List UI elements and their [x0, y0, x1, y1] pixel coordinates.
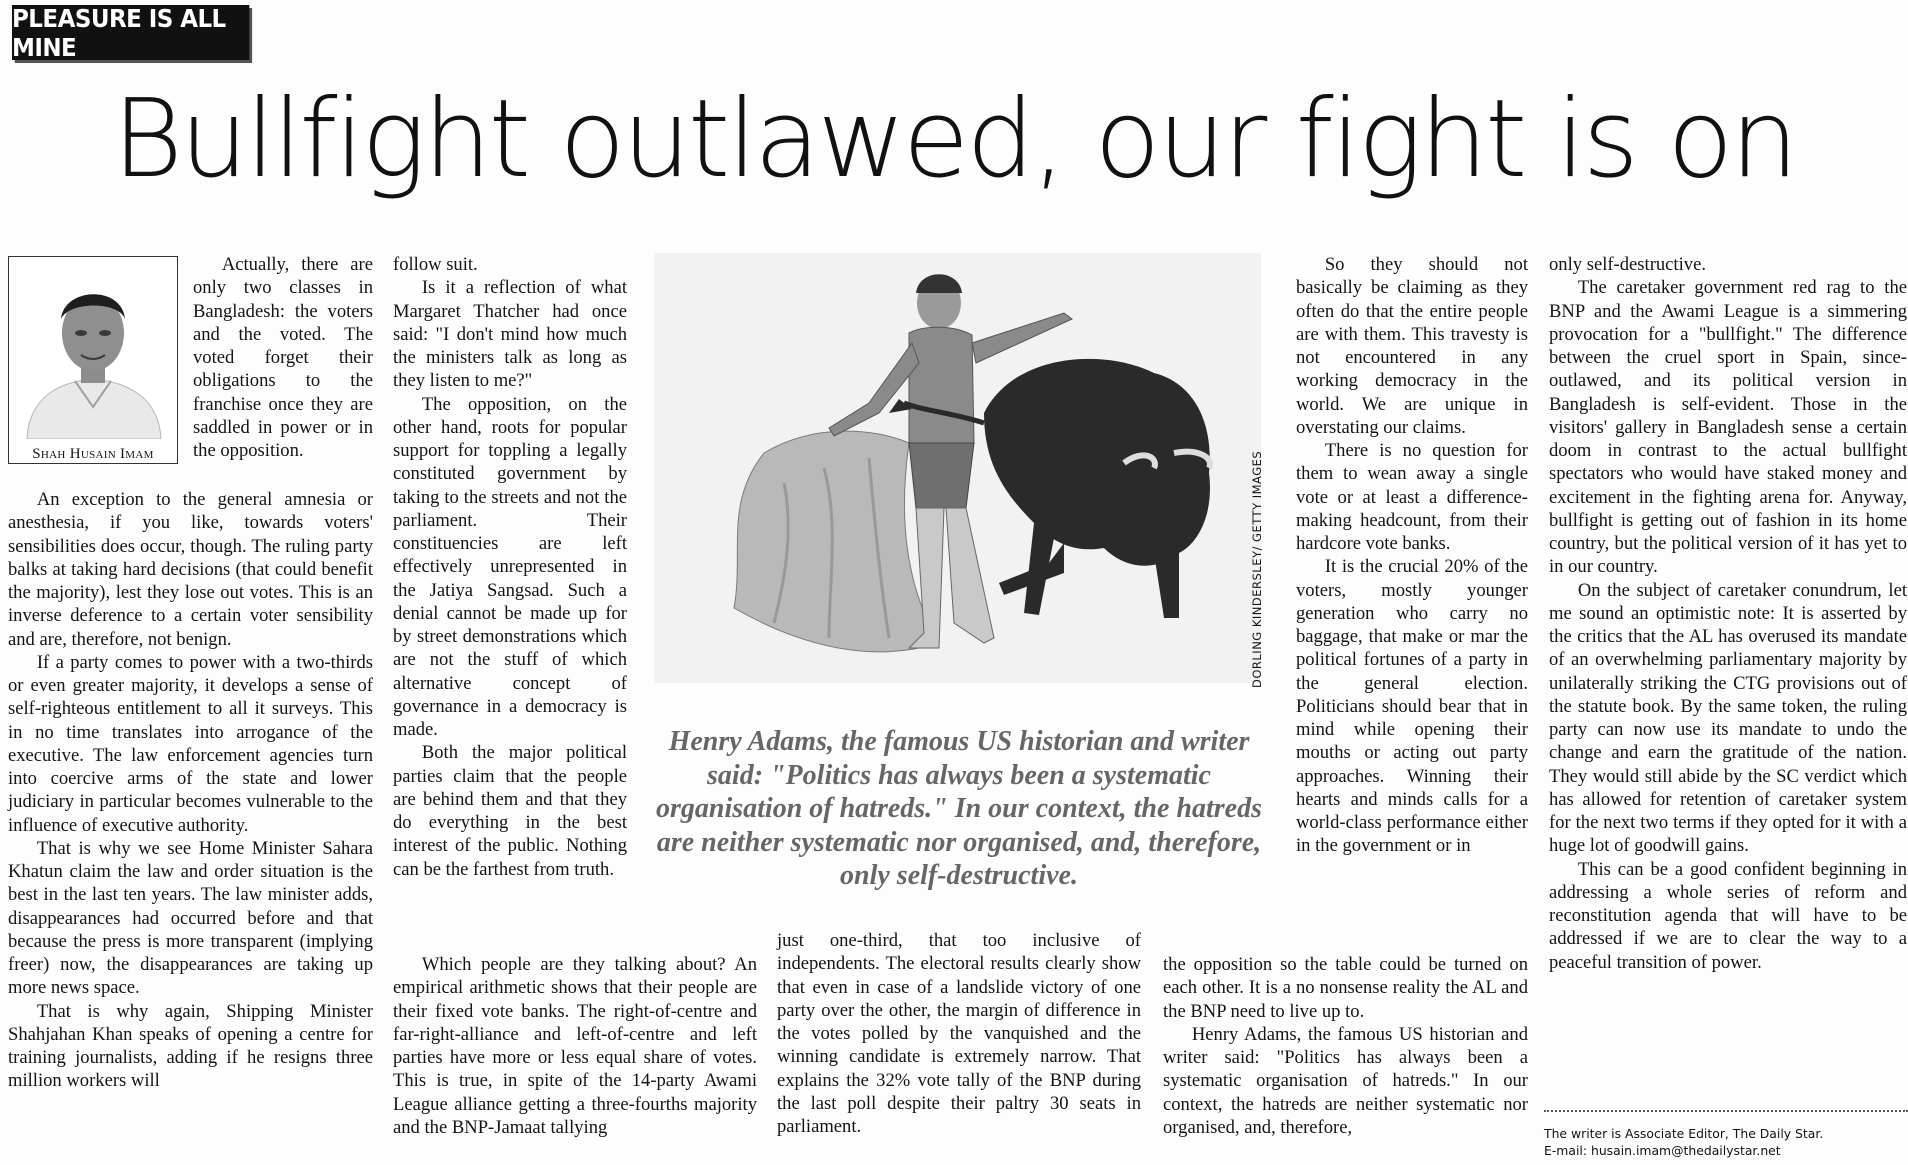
paragraph: On the subject of caretaker conundrum, let me sound an optimistic note: It is asserted by the critics that the AL has overused its mandate of an overwhelming parliamentary majority by unilaterally striking the CTG provisions out of the statute book. By the same token, the ruling party can now use its mandate to undo the change and earn the gratitude of the nation. They would still abide by the SC verdict which has allowed for retention of caretaker system for the next two terms if they opted for it with a huge lot of goodwill gains. — [1549, 579, 1907, 857]
author-byline: Shah Husain Imam — [32, 446, 154, 462]
column-4 — [1296, 253, 1528, 858]
bullfight-illustration — [654, 253, 1261, 683]
section-kicker: PLEASURE IS ALL MINE — [12, 5, 249, 60]
paragraph: It is the crucial 20% of the voters, mostly younger generation who carry no baggage, that make or mar the political fortunes of a party in the general election. Politicians should bear that in mind while opening their mouths or acting out party approaches. Winning their hearts and minds calls for a world-class performance either in the government or in — [1296, 556, 1528, 857]
article-headline: Bullfight outlawed, our fight is on — [112, 77, 1796, 202]
author-email: E-mail: husain.imam@thedailystar.net — [1544, 1143, 1781, 1158]
paragraph: The opposition, on the other hand, roots for popular support for toppling a legally constituted government by taking to the streets and not the parliament. Their constituencies are left effectively unrepresented in the Jatiya Sangsad. Such a denial cannot be made up for by street demonstrations which are not the stuff of which alternative concept of governance in a democracy is made. — [393, 393, 627, 740]
footer-divider — [1544, 1110, 1908, 1112]
paragraph: An exception to the general amnesia or anesthesia, if you like, towards voters' sensibilities does occur, though. The ruling party balks at taking hard decisions (that could benefit the majority), lest they lose out votes. This is an inverse deference to a certain voter sensibility and are, therefore, not benign. — [8, 489, 373, 650]
paragraph: This can be a good confident beginning in addressing a whole series of reform and reconstitution agenda that will have to be addressed if we are to clear the way to a peaceful transition of power. — [1549, 858, 1907, 973]
author-portrait-image — [9, 257, 177, 439]
column-1 — [8, 488, 373, 1093]
paragraph: That is why again, Shipping Minister Shahjahan Khan speaks of opening a centre for training journalists, adding if he resigns three million workers will — [8, 1000, 373, 1092]
paragraph: The caretaker government red rag to the BNP and the Awami League is a simmering provocation for a "bullfight." The difference between the cruel sport in Spain, since-outlawed, and its political version in Bangladesh is self-evident. Those in the visitors' gallery in Bangladesh sense a certain doom in contrast to the actual bullfight spectators who would have staked money and excitement in the fighting arena for. Anyway, bullfight is getting out of fashion in its home country, but the political version of it has yet to in our country. — [1549, 277, 1907, 578]
author-note — [1544, 1125, 1908, 1159]
author-photo — [8, 256, 178, 464]
paragraph: Both the major political parties claim that the people are behind them and that they do everything in the best interest of the public. Nothing can be the farthest from truth. — [393, 742, 627, 880]
paragraph: That is why we see Home Minister Sahara Khatun claim the law and order situation is the best in the last ten years. The law minister adds, disappearances had occurred before and that because the press is more transparent (implying freer) now, the disappearances are taking up more news space. — [8, 837, 373, 999]
paragraph: So they should not basically be claiming as they often do that the entire people are with them. This travesty is not encountered in any working democracy in the world. We are unique in overstating our claims. — [1296, 254, 1528, 438]
paragraph: only self-destructive. — [1549, 254, 1706, 275]
paragraph: Is it a reflection of what Margaret Thatcher had once said: "I don't mind how much the ministers talk as long as they listen to me?" — [393, 277, 627, 392]
paragraph: Henry Adams, the famous US historian and writer said: "Politics has always been a systematic organisation of hatreds." In our context, the hatreds are neither systematic nor organised, and, therefore, — [1163, 1023, 1528, 1138]
paragraph: the opposition so the table could be turned on each other. It is a no nonsense reality the AL and the BNP need to live up to. — [1163, 954, 1528, 1022]
matador-and-bull-image — [654, 253, 1261, 683]
paragraph: just one-third, that too inclusive of independents. The electoral results clearly show that even in case of a landslide victory of one party over the other, the margin of difference in the votes polled by the vanquished and the winning candidate is extremely narrow. That explains the 32% vote tally of the BNP during the last poll despite their paltry 30 seats in parliament. — [777, 930, 1141, 1137]
pull-quote: Henry Adams, the famous US historian and writer said: "Politics has always been a systematic organisation of hatreds." In our context, the hatreds are neither systematic nor organised, and, therefore, only self-destructive. — [656, 726, 1262, 891]
column-2-bottom — [393, 953, 757, 1139]
column-2 — [393, 253, 627, 881]
paragraph: There is no question for them to wean away a single vote or at least a difference-making headcount, from their hardcore vote banks. — [1296, 440, 1528, 554]
column-5 — [1549, 253, 1907, 974]
author-note-title: The writer is Associate Editor, The Daily Star. — [1544, 1126, 1824, 1141]
paragraph: If a party comes to power with a two-thirds or even greater majority, it develops a sense of self-righteous entitlement to all it surveys. This in no time translates into arrogance of the executive. The law enforcement agencies turn into coercive arms of the state and lower judiciary in particular becomes vulnerable to the influence of executive authority. — [8, 651, 373, 836]
column-1-wrap — [193, 253, 373, 462]
paragraph: follow suit. — [393, 254, 478, 275]
column-3-bottom — [777, 929, 1141, 1138]
paragraph: Which people are they talking about? An empirical arithmetic shows that their people are their fixed vote banks. The right-of-centre and far-right-alliance and left-of-centre and left parties have more or less equal share of votes. This is true, in spite of the 14-party Awami League alliance getting a three-fourths majority and the BNP-Jamaat tallying — [393, 954, 757, 1138]
paragraph: Actually, there are only two classes in Bangladesh: the voters and the voted. The voted forget their obligations to the franchise once they are saddled in power or in the opposition. — [193, 254, 373, 461]
column-4-bottom — [1163, 953, 1528, 1139]
photo-credit: DORLING KINDERSLEY/ GETTY IMAGES — [1250, 450, 1264, 688]
